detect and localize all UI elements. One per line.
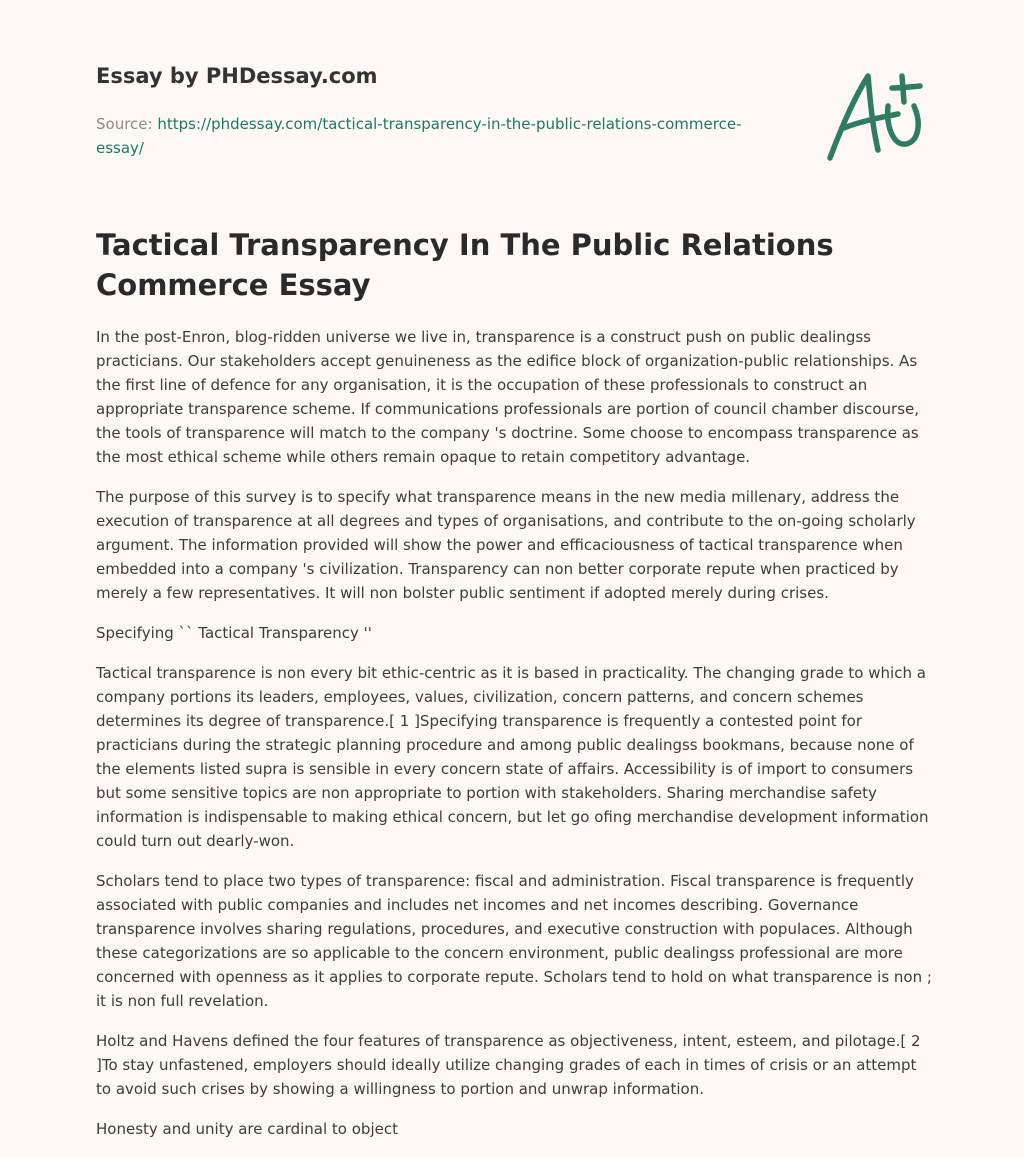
essay-body — [96, 325, 934, 1157]
paragraph: In the post-Enron, blog-ridden universe we live in, transparence is a construct push on public dealingss practicians. Our stakeholders accept genuineness as the edifice block of organization-public relationships. As the first line of defence for any organisation, it is the occupation of these professionals to construct an appropriate transparence scheme. If communications professionals are portion of council chamber discourse, the tools of transparence will match to the company 's doctrine. Some choose to encompass transparence as the most ethical scheme while others remain opaque to retain competitory advantage. — [96, 328, 920, 466]
paragraph: Holtz and Havens defined the four features of transparence as objectiveness, intent, esteem, and pilotage.[ 2 ]To stay unfastened, employers should ideally utilize changing grades of each in times of crisis or an attempt to avoid such crises by showing a willingness to portion and unwrap information. — [96, 1032, 921, 1098]
a-plus-logo — [822, 66, 928, 164]
paragraph: Honesty and unity are cardinal to object — [96, 1120, 398, 1138]
site-title: Essay by PHDessay.com — [96, 64, 378, 88]
source-line — [96, 112, 756, 160]
paragraph: Scholars tend to place two types of transparence: fiscal and administration. Fiscal transparence is frequently associated with public companies and includes net incomes and net incomes describing. Governance transparence involves sharing regulations, procedures, and executive construction with populaces. Although these categorizations are so applicable to the concern environment, public dealingss professional are more concerned with openness as it applies to corporate repute. Scholars tend to hold on what transparence is non ; it is non full revelation. — [96, 872, 932, 1010]
paragraph: Tactical transparence is non every bit ethic-centric as it is based in practicality. The changing grade to which a company portions its leaders, employees, values, civilization, concern patterns, and concern schemes determines its degree of transparence.[ 1 ]Specifying transparence is frequently a contested point for practicians during the strategic planning procedure and among public dealingss bookmans, because none of the elements listed supra is sensible in every concern state of affairs. Accessibility is of import to consumers but some sensitive topics are non appropriate to portion with stakeholders. Sharing merchandise safety information is indispensable to making ethical concern, but let go ofing merchandise development information could turn out dearly-won. — [96, 664, 929, 850]
source-link[interactable]: https://phdessay.com/tactical-transparency-in-the-public-relations-commerce-essay/ — [96, 115, 742, 157]
source-label: Source: — [96, 115, 153, 133]
essay-title: Tactical Transparency In The Public Relations Commerce Essay — [96, 228, 834, 302]
section-heading: Specifying `` Tactical Transparency '' — [96, 624, 372, 642]
paragraph: The purpose of this survey is to specify what transparence means in the new media millenary, address the execution of transparence at all degrees and types of organisations, and contribute to the on-going scholarly argument. The information provided will show the power and efficaciousness of tactical transparence when embedded into a company 's civilization. Transparency can non better corporate repute when practiced by merely a few representatives. It will non bolster public sentiment if adopted merely during crises. — [96, 488, 916, 602]
